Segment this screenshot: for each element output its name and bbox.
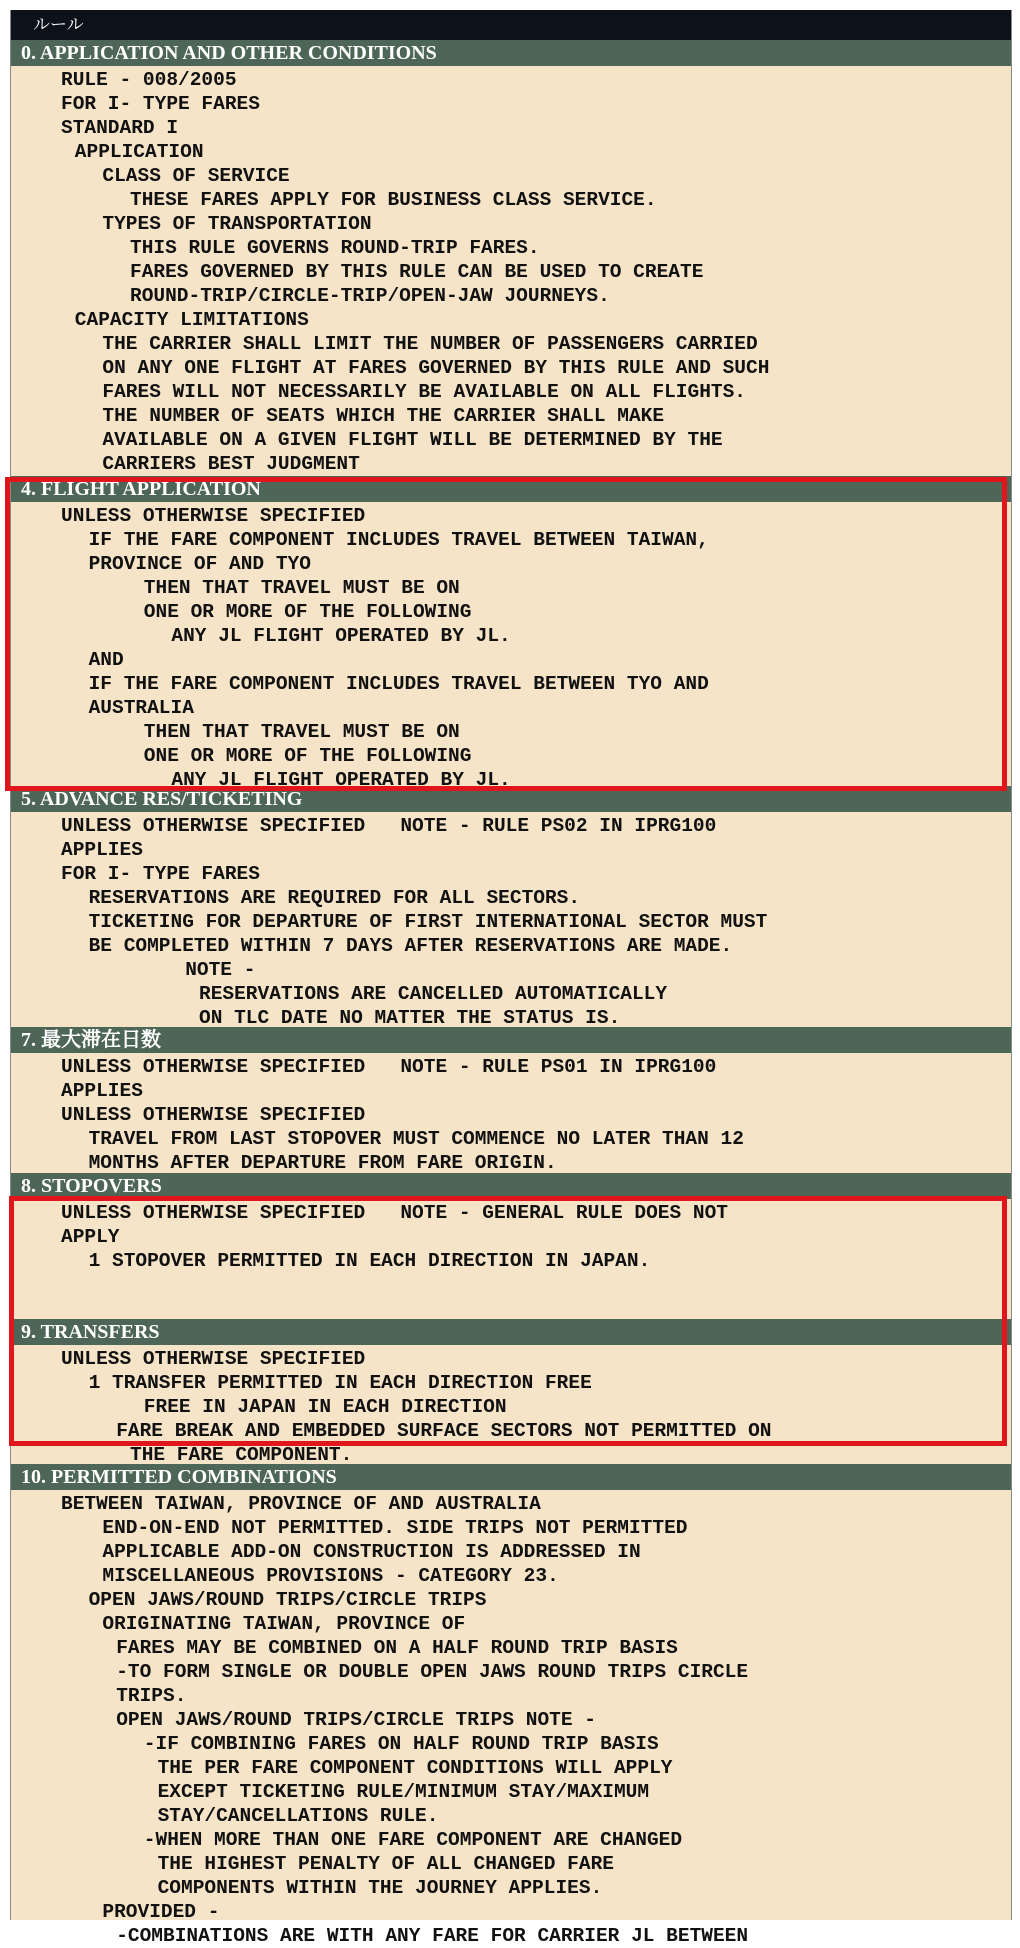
rule-line: THEN THAT TRAVEL MUST BE ON [143,721,460,743]
section-body [11,66,1011,476]
rule-line: 1 STOPOVER PERMITTED IN EACH DIRECTION IN JAPAN. [88,1250,651,1272]
rule-line: ANY JL FLIGHT OPERATED BY JL. [171,769,511,791]
rule-line: FOR I- TYPE FARES [61,93,260,115]
rules-sections [11,40,1011,1947]
rule-line: UNLESS OTHERWISE SPECIFIED NOTE - GENERAL RULE DOES NOT [61,1202,729,1224]
rule-line: ON TLC DATE NO MATTER THE STATUS IS. [199,1007,621,1029]
rule-line: ROUND-TRIP/CIRCLE-TRIP/OPEN-JAW JOURNEYS. [130,285,610,307]
rule-line: THE HIGHEST PENALTY OF ALL CHANGED FARE [157,1853,614,1875]
section-body [11,1490,1011,1947]
rule-line: TRAVEL FROM LAST STOPOVER MUST COMMENCE NO LATER THAN 12 [88,1128,744,1150]
rule-line: -TO FORM SINGLE OR DOUBLE OPEN JAWS ROUND TRIPS CIRCLE [116,1661,749,1683]
section-header: 7. 最大滞在日数 [11,1027,1011,1053]
rule-line: BE COMPLETED WITHIN 7 DAYS AFTER RESERVATIONS ARE MADE. [88,935,733,957]
rule-line: ANY JL FLIGHT OPERATED BY JL. [171,625,511,647]
rule-line: THEN THAT TRAVEL MUST BE ON [143,577,460,599]
rule-line: ORIGINATING TAIWAN, PROVINCE OF [102,1613,466,1635]
rule-line: THESE FARES APPLY FOR BUSINESS CLASS SERVICE. [130,189,657,211]
rule-line: APPLIES [61,1080,143,1102]
rules-document [10,10,1012,1947]
section-header: 0. APPLICATION AND OTHER CONDITIONS [11,40,1011,66]
rule-line: FARE BREAK AND EMBEDDED SURFACE SECTORS NOT PERMITTED ON [116,1420,772,1442]
rule-line: AND [88,649,124,671]
section-body [11,1345,1011,1464]
rule-line: THE NUMBER OF SEATS WHICH THE CARRIER SHALL MAKE [102,405,665,427]
rule-line: THE PER FARE COMPONENT CONDITIONS WILL APPLY [157,1757,673,1779]
rule-line: FARES WILL NOT NECESSARILY BE AVAILABLE ON ALL FLIGHTS. [102,381,746,403]
rule-line: CLASS OF SERVICE [102,165,290,187]
rule-line: RESERVATIONS ARE CANCELLED AUTOMATICALLY [199,983,668,1005]
section-body [11,1199,1011,1319]
section-header: 5. ADVANCE RES/TICKETING [11,786,1011,812]
rule-line: PROVIDED - [102,1901,220,1923]
rule-line: MONTHS AFTER DEPARTURE FROM FARE ORIGIN. [88,1152,557,1174]
rule-line: TYPES OF TRANSPORTATION [102,213,372,235]
rule-line: -WHEN MORE THAN ONE FARE COMPONENT ARE CHANGED [143,1829,683,1851]
rule-line: UNLESS OTHERWISE SPECIFIED NOTE - RULE PS01 IN IPRG100 [61,1056,717,1078]
rule-line: CARRIERS BEST JUDGMENT [102,453,360,475]
rule-line: APPLICATION [74,141,204,163]
rule-line: IF THE FARE COMPONENT INCLUDES TRAVEL BETWEEN TAIWAN, [88,529,709,551]
rule-line: THE FARE COMPONENT. [130,1444,353,1466]
rule-line: APPLICABLE ADD-ON CONSTRUCTION IS ADDRESSED IN [102,1541,641,1563]
rule-line: UNLESS OTHERWISE SPECIFIED [61,1104,366,1126]
rule-line: THIS RULE GOVERNS ROUND-TRIP FARES. [130,237,540,259]
page-title: ルール [11,10,1011,40]
rule-line: -COMBINATIONS ARE WITH ANY FARE FOR CARRIER JL BETWEEN [116,1925,749,1947]
rule-line: TICKETING FOR DEPARTURE OF FIRST INTERNATIONAL SECTOR MUST [88,911,768,933]
section-body [11,812,1011,1027]
rule-line: STANDARD I [61,117,179,139]
section-body [11,502,1011,791]
rule-line: TRIPS. [116,1685,187,1707]
rule-line: 1 TRANSFER PERMITTED IN EACH DIRECTION FREE [88,1372,592,1394]
section-header: 9. TRANSFERS [11,1319,1011,1345]
rule-line: EXCEPT TICKETING RULE/MINIMUM STAY/MAXIMUM [157,1781,650,1803]
rule-line: UNLESS OTHERWISE SPECIFIED [61,1348,366,1370]
rule-line: FOR I- TYPE FARES [61,863,260,885]
rule-line: RESERVATIONS ARE REQUIRED FOR ALL SECTORS. [88,887,581,909]
rule-line: ONE OR MORE OF THE FOLLOWING [143,601,472,623]
rule-line: ON ANY ONE FLIGHT AT FARES GOVERNED BY THIS RULE AND SUCH [102,357,770,379]
rule-line: UNLESS OTHERWISE SPECIFIED [61,505,366,527]
section-body [11,1053,1011,1173]
rule-line: APPLY [61,1226,120,1248]
rule-line: APPLIES [61,839,143,861]
rule-line: OPEN JAWS/ROUND TRIPS/CIRCLE TRIPS [88,1589,487,1611]
rule-line: AUSTRALIA [88,697,194,719]
rule-line: COMPONENTS WITHIN THE JOURNEY APPLIES. [157,1877,603,1899]
rule-line: MISCELLANEOUS PROVISIONS - CATEGORY 23. [102,1565,559,1587]
rule-line: AVAILABLE ON A GIVEN FLIGHT WILL BE DETERMINED BY THE [102,429,723,451]
rule-line: FARES GOVERNED BY THIS RULE CAN BE USED TO CREATE [130,261,704,283]
rule-line: END-ON-END NOT PERMITTED. SIDE TRIPS NOT PERMITTED [102,1517,688,1539]
rule-line: -IF COMBINING FARES ON HALF ROUND TRIP BASIS [143,1733,659,1755]
section-header: 8. STOPOVERS [11,1173,1011,1199]
rule-line: BETWEEN TAIWAN, PROVINCE OF AND AUSTRALIA [61,1493,541,1515]
rule-line: NOTE - [185,959,256,981]
rule-line: RULE - 008/2005 [61,69,237,91]
rule-line: STAY/CANCELLATIONS RULE. [157,1805,439,1827]
rule-line: PROVINCE OF AND TYO [88,553,311,575]
rule-line: IF THE FARE COMPONENT INCLUDES TRAVEL BETWEEN TYO AND [88,673,709,695]
rule-line: CAPACITY LIMITATIONS [74,309,309,331]
rule-line: UNLESS OTHERWISE SPECIFIED NOTE - RULE PS02 IN IPRG100 [61,815,717,837]
section-header: 4. FLIGHT APPLICATION [11,476,1011,502]
rule-line: FREE IN JAPAN IN EACH DIRECTION [143,1396,507,1418]
rule-line: FARES MAY BE COMBINED ON A HALF ROUND TRIP BASIS [116,1637,678,1659]
rule-line: OPEN JAWS/ROUND TRIPS/CIRCLE TRIPS NOTE - [116,1709,596,1731]
rule-line: ONE OR MORE OF THE FOLLOWING [143,745,472,767]
rule-line: THE CARRIER SHALL LIMIT THE NUMBER OF PASSENGERS CARRIED [102,333,758,355]
section-header: 10. PERMITTED COMBINATIONS [11,1464,1011,1490]
